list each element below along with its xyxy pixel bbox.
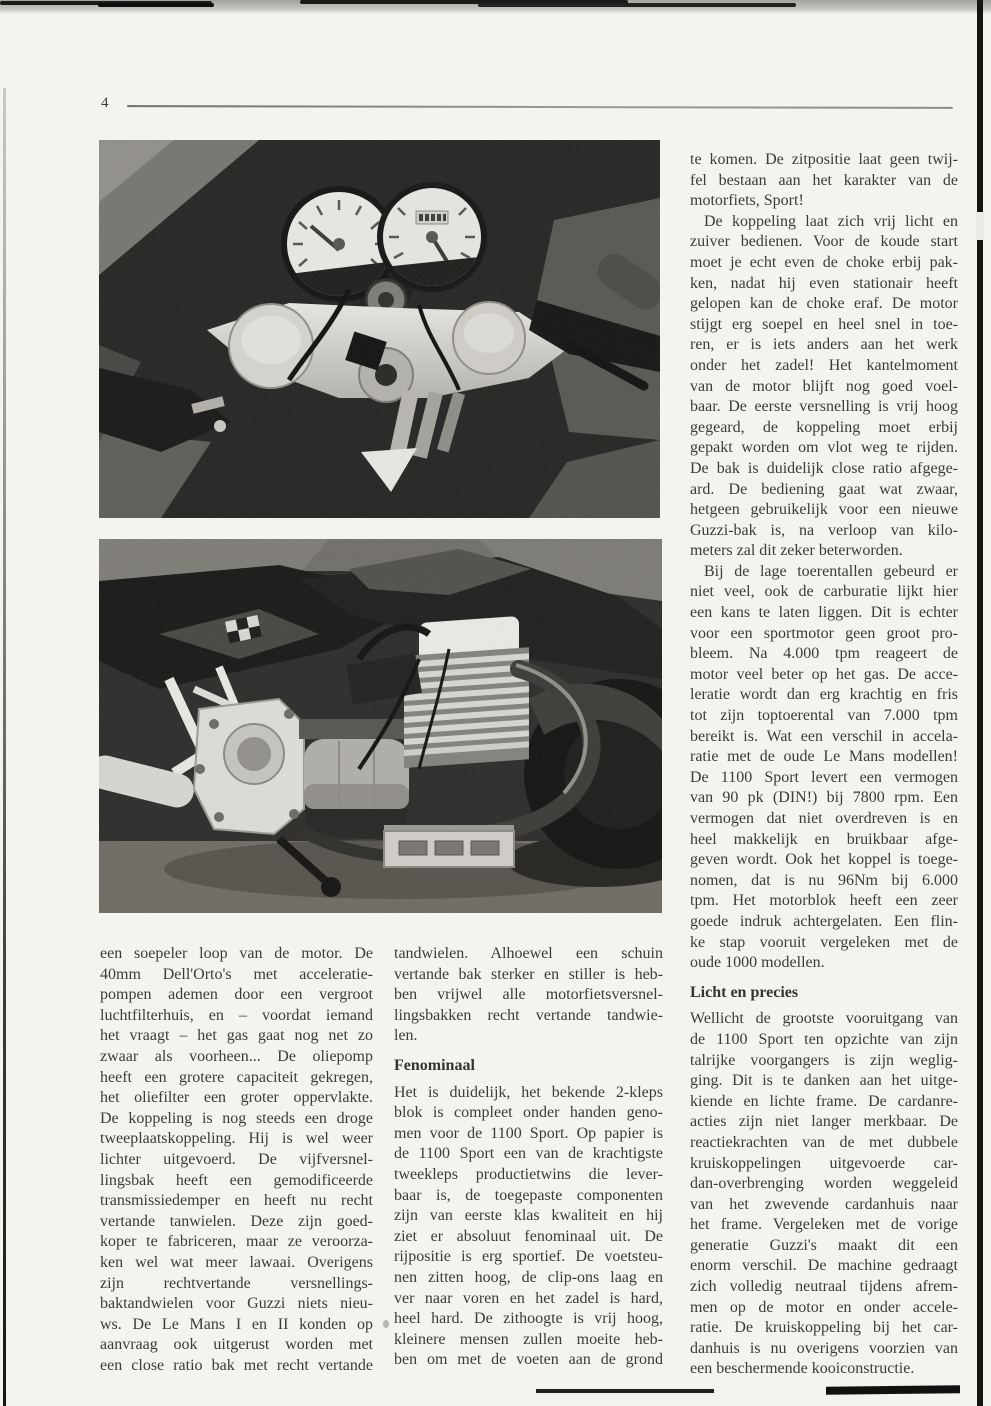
page-number: 4 xyxy=(101,95,109,111)
text-line: rijpositie is erg sportief. De voetsteu- xyxy=(394,1248,663,1266)
text-line: stijgt erg soepel en heel snel in toe- xyxy=(690,315,958,333)
text-line: een beschermende kooiconstructie. xyxy=(690,1360,915,1378)
text-line: baar is, de toegepaste componenten xyxy=(394,1186,663,1204)
text-line: lingsbakken recht vertande tandwie- xyxy=(394,1006,663,1024)
text-line: ken wel wat meer lawaai. Overigens xyxy=(100,1253,373,1271)
text-line: generatie Guzzi's maakt dit een xyxy=(690,1236,958,1254)
scan-speck xyxy=(383,1320,389,1328)
text-line: zwaar als voorheen... De oliepomp xyxy=(100,1047,373,1065)
text-line: vermogen dat niet overdreven is en xyxy=(690,810,958,827)
text-line: talrijke voorgangers is zijn weglig- xyxy=(690,1051,958,1069)
text-line: Het is duidelijk, het bekende 2-kleps xyxy=(394,1083,663,1101)
text-line: een close ratio bak met recht vertande xyxy=(100,1356,373,1374)
text-line: ging. Dit is te danken aan het uitge- xyxy=(690,1072,958,1090)
text-line: te komen. De zitpositie laat geen twij- xyxy=(690,151,958,168)
text-line: ws. De Le Mans I en II konden op xyxy=(100,1315,373,1333)
text-line: heel makkelijk en bruikbaar afge- xyxy=(690,830,958,848)
text-line: ben vrijwel alle motorfietsversnel- xyxy=(394,986,663,1004)
text-line: moet je echt even de choke erbij pak- xyxy=(690,253,958,271)
text-line: enorm verschil. De machine gedraagt xyxy=(690,1257,958,1275)
text-line: ren, er is iets anders aan het werk xyxy=(690,336,958,354)
text-line: men voor de 1100 Sport. Op papier is xyxy=(394,1124,663,1142)
paragraph xyxy=(100,944,373,1376)
text-line: luchtfilterhuis, en – voordat iemand xyxy=(100,1006,373,1024)
text-line: onder het zadel! Het kantelmoment xyxy=(690,356,958,374)
text-line: danhuis is nu overigens voorzien van xyxy=(690,1339,958,1357)
text-line: ken, nadat hij even stationair heeft xyxy=(690,274,958,292)
text-line: kiende en lichte frame. De cardanre- xyxy=(690,1092,958,1110)
text-line: ard. De bediening gaat wat zwaar, xyxy=(690,480,958,498)
text-line: tot zijn toptoerental van 7.000 tpm xyxy=(690,707,958,725)
text-line: gegeard, de koppeling moet erbij xyxy=(690,418,958,436)
text-line: de 1100 Sport een van de krachtigste xyxy=(394,1145,663,1163)
text-line: gepakt worden om vlot weg te rijden. xyxy=(690,439,958,457)
header-rule xyxy=(127,105,953,109)
text-line: motor veel beter op het gas. De acce- xyxy=(690,665,958,683)
text-line: De 1100 Sport levert een vermogen xyxy=(690,768,958,786)
text-line: van de motor blijft nog goed voel- xyxy=(690,377,958,395)
text-line: ke stap vooruit vergeleken met de xyxy=(690,933,958,951)
scan-edge-bottom xyxy=(536,1389,714,1393)
text-line: blok is compleet onder handen geno- xyxy=(394,1104,663,1122)
text-line: oude 1000 modellen. xyxy=(690,954,825,972)
text-line: 40mm Dell'Orto's met acceleratie- xyxy=(100,965,373,983)
paragraph xyxy=(690,1009,958,1380)
text-line: Wellicht de grootste vooruitgang van xyxy=(690,1010,958,1028)
text-line: tweekleps productietwins die lever- xyxy=(394,1165,663,1183)
cockpit-photo-graphic xyxy=(99,140,660,518)
scan-edge-segment xyxy=(478,3,796,7)
text-line: tweeplaatskoppeling. Hij is wel weer xyxy=(100,1130,373,1148)
text-line: heeft een grotere capaciteit gekregen, xyxy=(100,1068,373,1086)
paragraph xyxy=(394,1083,663,1371)
text-line: reactiekrachten van de met dubbele xyxy=(690,1133,958,1151)
text-line: len. xyxy=(394,1027,418,1045)
text-line: fel bestaan aan het karakter van de xyxy=(690,171,958,189)
text-line: aanvraag ook uitgerust worden met xyxy=(100,1336,373,1354)
text-line: zich volledig neutraal tijdens afrem- xyxy=(690,1278,958,1296)
text-line: ziet er absoluut fenominaal uit. De xyxy=(394,1227,663,1245)
text-line: De bak is duidelijk close ratio afgege- xyxy=(690,459,958,477)
text-line: vertande bak sterker en stiller is heb- xyxy=(394,965,663,983)
text-line: lingsbak heeft een gemodificeerde xyxy=(100,1171,373,1189)
text-line: kruiskoppelingen uitgevoerde car- xyxy=(690,1154,958,1172)
text-line: baar. De eerste versnelling is vrij hoog xyxy=(690,398,958,416)
text-line: pompen ademen door een vergroot xyxy=(100,986,373,1004)
section-heading: Licht en precies xyxy=(690,983,799,1001)
text-line: goede indruk achtergelaten. Een flin- xyxy=(690,912,958,930)
text-line: dan-overbrenging worden weggeleid xyxy=(690,1175,958,1193)
text-line: nomen, dat is nu 96Nm bij 6.000 xyxy=(690,871,958,889)
text-line: men op de motor en onder accele- xyxy=(690,1298,958,1316)
text-line: baktandwielen voor Guzzi niets nieu- xyxy=(100,1295,373,1313)
text-line: zuiver bedienen. Voor de koude start xyxy=(690,233,958,251)
text-line: acties zijn niet langer merkbaar. De xyxy=(690,1113,958,1131)
engine-photo xyxy=(99,539,662,913)
scan-edge-right-gap xyxy=(976,212,984,240)
text-line: transmissiedemper en heeft nu recht xyxy=(100,1192,373,1210)
text-line: het vraagt – het gas gaat nog net zo xyxy=(100,1027,373,1045)
text-line: heel hard. De zithoogte is vrij hoog, xyxy=(394,1310,663,1328)
article-column-left xyxy=(100,944,373,1376)
text-line: de 1100 Sport ten opzichte van zijn xyxy=(690,1030,958,1048)
article-column-right xyxy=(690,150,958,1380)
text-line: het frame. Vergeleken met de vorige xyxy=(690,1216,958,1234)
scan-edge-right xyxy=(977,0,983,1406)
text-line: van 90 pk (DIN!) bij 7800 rpm. Een xyxy=(690,789,958,807)
text-line: ratie met de oude Le Mans modellen! xyxy=(690,748,958,766)
text-line: een soepeler loop van de motor. De xyxy=(100,945,373,962)
text-line: tpm. Het motorblok heeft een zeer xyxy=(690,892,958,910)
text-line: Guzzi-bak is, na verloop van kilo- xyxy=(690,521,958,539)
text-line: Bij de lage toerentallen gebeurd er xyxy=(704,562,958,580)
text-line: kleinere mensen zullen moeite heb- xyxy=(394,1330,663,1348)
text-line: ratie. De kruiskoppeling bij het car- xyxy=(690,1319,958,1337)
text-line: gelopen kan de choke eraf. De motor xyxy=(690,295,958,313)
text-line: meters zal dit zeker beterworden. xyxy=(690,542,903,560)
text-line: een kans te laten liggen. Dit is echter xyxy=(690,604,958,622)
text-line: zijn van eerste klas kwaliteit en hij xyxy=(394,1207,663,1225)
text-line: motorfiets, Sport! xyxy=(690,192,804,210)
text-line: niet veel, ook de carburatie lijkt hier xyxy=(690,583,958,601)
text-line: het oliefilter een groter oppervlakte. xyxy=(100,1089,373,1107)
text-line: ver naar voren en het zadel is hard, xyxy=(394,1289,663,1307)
text-line: bleem. Na 4.000 tpm reageert de xyxy=(690,645,958,663)
text-line: hetgeen gebruikelijk voor een nieuwe xyxy=(690,501,958,519)
text-line: zijn rechtvertande versnellings- xyxy=(100,1274,373,1292)
text-line: tandwielen. Alhoewel een schuin xyxy=(394,945,663,962)
paragraph xyxy=(690,212,958,562)
scan-edge-segment xyxy=(98,3,214,7)
paragraph xyxy=(690,150,958,212)
text-line: vertande tanwielen. Deze zijn goed- xyxy=(100,1212,373,1230)
text-line: De koppeling is nog steeds een droge xyxy=(100,1109,373,1127)
text-line: geven wordt. Ook het koppel is toege- xyxy=(690,851,958,869)
text-line: lichter uitgevoerd. De vijfversnel- xyxy=(100,1150,373,1168)
article-column-middle xyxy=(394,944,663,1371)
section-heading: Fenominaal xyxy=(394,1056,475,1074)
scan-edge-bottom xyxy=(826,1385,960,1394)
text-line: nen zitten hoog, de clip-ons laag en xyxy=(394,1268,663,1286)
cockpit-photo xyxy=(99,140,660,518)
text-line: leratie wordt dan erg krachtig en fris xyxy=(690,686,958,704)
text-line: voor een sportmotor geen groot pro- xyxy=(690,624,958,642)
text-line: van het zwevende cardanhuis naar xyxy=(690,1195,958,1213)
scan-edge-left xyxy=(3,88,6,1406)
text-line: De koppeling laat zich vrij licht en xyxy=(704,212,958,230)
paragraph xyxy=(394,944,663,1047)
text-line: bereikt is. Wat een verschil in accela- xyxy=(690,727,958,745)
text-line: ben om met de voeten aan de grond xyxy=(394,1351,663,1369)
text-line: koper te fabriceren, maar ze veroorza- xyxy=(100,1233,373,1251)
paragraph xyxy=(690,562,958,974)
engine-photo-graphic xyxy=(99,539,662,913)
